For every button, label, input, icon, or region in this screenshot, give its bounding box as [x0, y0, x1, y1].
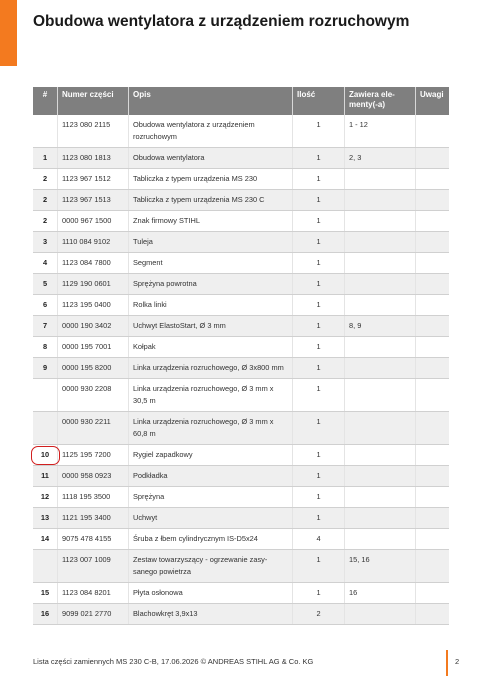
- row-number: 3: [33, 232, 58, 253]
- row-notes: [416, 550, 450, 583]
- row-number: [33, 379, 58, 412]
- row-description: Płyta osłonowa: [129, 583, 293, 604]
- row-contains: [345, 445, 416, 466]
- row-number: [33, 115, 58, 148]
- row-contains: [345, 190, 416, 211]
- row-contains: 16: [345, 583, 416, 604]
- table-row: [33, 550, 449, 583]
- row-notes: [416, 115, 450, 148]
- row-quantity: 1: [293, 487, 345, 508]
- row-number: 10: [33, 445, 58, 466]
- row-description: Uchwyt ElastoStart, Ø 3 mm: [129, 316, 293, 337]
- row-contains: 1 - 12: [345, 115, 416, 148]
- row-part-number: 0000 930 2211: [58, 412, 129, 445]
- row-contains: [345, 358, 416, 379]
- table-row: [33, 358, 449, 379]
- row-quantity: 2: [293, 604, 345, 625]
- row-description: Zestaw towarzyszący - ogrzewanie zasy-sanego powietrza: [129, 550, 293, 583]
- row-notes: [416, 274, 450, 295]
- row-contains: 2, 3: [345, 148, 416, 169]
- row-description: Rolka linki: [129, 295, 293, 316]
- row-quantity: 1: [293, 274, 345, 295]
- row-description: Podkładka: [129, 466, 293, 487]
- table-row: [33, 295, 449, 316]
- row-number: 8: [33, 337, 58, 358]
- row-quantity: 1: [293, 148, 345, 169]
- row-notes: [416, 337, 450, 358]
- row-part-number: 1123 007 1009: [58, 550, 129, 583]
- row-part-number: 0000 958 0923: [58, 466, 129, 487]
- table-row: [33, 379, 449, 412]
- table-row: [33, 583, 449, 604]
- row-quantity: 1: [293, 337, 345, 358]
- row-description: Tuleja: [129, 232, 293, 253]
- row-part-number: 1123 195 0400: [58, 295, 129, 316]
- row-notes: [416, 583, 450, 604]
- table-row: [33, 169, 449, 190]
- row-description: Tabliczka z typem urządzenia MS 230 C: [129, 190, 293, 211]
- row-description: Rygiel zapadkowy: [129, 445, 293, 466]
- row-number: 2: [33, 211, 58, 232]
- row-number: 6: [33, 295, 58, 316]
- table-row: [33, 211, 449, 232]
- row-number: 1: [33, 148, 58, 169]
- row-quantity: 1: [293, 316, 345, 337]
- row-number: 15: [33, 583, 58, 604]
- row-notes: [416, 379, 450, 412]
- row-description: Sprężyna: [129, 487, 293, 508]
- row-notes: [416, 232, 450, 253]
- row-part-number: 1123 084 8201: [58, 583, 129, 604]
- row-notes: [416, 190, 450, 211]
- row-part-number: 0000 967 1500: [58, 211, 129, 232]
- row-quantity: 1: [293, 508, 345, 529]
- row-notes: [416, 508, 450, 529]
- row-quantity: 1: [293, 550, 345, 583]
- page-title: Obudowa wentylatora z urządzeniem rozruchowym: [33, 13, 410, 30]
- row-contains: 15, 16: [345, 550, 416, 583]
- table-row: [33, 412, 449, 445]
- table-row: [33, 445, 449, 466]
- row-part-number: 9099 021 2770: [58, 604, 129, 625]
- row-number: [33, 412, 58, 445]
- row-notes: [416, 253, 450, 274]
- row-quantity: 1: [293, 295, 345, 316]
- row-description: Blachowkręt 3,9x13: [129, 604, 293, 625]
- table-row: [33, 115, 449, 148]
- table-row: [33, 337, 449, 358]
- row-description: Tabliczka z typem urządzenia MS 230: [129, 169, 293, 190]
- row-quantity: 4: [293, 529, 345, 550]
- row-contains: [345, 169, 416, 190]
- row-number: 7: [33, 316, 58, 337]
- footer-text: Lista części zamiennych MS 230 C-B, 17.06.2026 © ANDREAS STIHL AG & Co. KG: [33, 657, 314, 666]
- table-row: [33, 508, 449, 529]
- row-part-number: 1125 195 7200: [58, 445, 129, 466]
- table-row: [33, 316, 449, 337]
- table-row: [33, 253, 449, 274]
- row-description: Kołpak: [129, 337, 293, 358]
- highlight-circle: [31, 446, 60, 465]
- row-notes: [416, 169, 450, 190]
- row-part-number: 1121 195 3400: [58, 508, 129, 529]
- row-part-number: 0000 930 2208: [58, 379, 129, 412]
- row-number: 5: [33, 274, 58, 295]
- row-notes: [416, 466, 450, 487]
- row-notes: [416, 295, 450, 316]
- row-contains: [345, 379, 416, 412]
- table-row: [33, 529, 449, 550]
- row-quantity: 1: [293, 379, 345, 412]
- row-number: 12: [33, 487, 58, 508]
- row-part-number: 0000 195 7001: [58, 337, 129, 358]
- row-quantity: 1: [293, 115, 345, 148]
- row-contains: [345, 604, 416, 625]
- row-contains: [345, 253, 416, 274]
- row-quantity: 1: [293, 583, 345, 604]
- table-row: [33, 274, 449, 295]
- row-contains: 8, 9: [345, 316, 416, 337]
- parts-table: [33, 87, 449, 625]
- row-notes: [416, 487, 450, 508]
- table-row: [33, 466, 449, 487]
- row-quantity: 1: [293, 466, 345, 487]
- row-description: Obudowa wentylatora: [129, 148, 293, 169]
- row-part-number: 1118 195 3500: [58, 487, 129, 508]
- row-contains: [345, 211, 416, 232]
- row-contains: [345, 466, 416, 487]
- footer-divider: [446, 650, 448, 676]
- row-number: 2: [33, 190, 58, 211]
- row-part-number: 1123 080 2115: [58, 115, 129, 148]
- row-contains: [345, 508, 416, 529]
- header-quantity: Ilość: [293, 87, 345, 115]
- page-number: 2: [455, 657, 460, 666]
- row-part-number: 1123 084 7800: [58, 253, 129, 274]
- row-number: 9: [33, 358, 58, 379]
- row-description: Linka urządzenia rozruchowego, Ø 3 mm x 30,5 m: [129, 379, 293, 412]
- header-number: #: [33, 87, 58, 115]
- row-quantity: 1: [293, 232, 345, 253]
- row-part-number: 1110 084 9102: [58, 232, 129, 253]
- header-description: Opis: [129, 87, 293, 115]
- header-contains: Zawiera ele-menty(-a): [345, 87, 416, 115]
- row-description: Linka urządzenia rozruchowego, Ø 3x800 mm: [129, 358, 293, 379]
- row-notes: [416, 358, 450, 379]
- row-number: 11: [33, 466, 58, 487]
- row-number: 16: [33, 604, 58, 625]
- row-part-number: 0000 195 8200: [58, 358, 129, 379]
- row-part-number: 1123 967 1512: [58, 169, 129, 190]
- row-part-number: 1123 967 1513: [58, 190, 129, 211]
- row-notes: [416, 529, 450, 550]
- row-number: 2: [33, 169, 58, 190]
- row-description: Obudowa wentylatora z urządzeniem rozruchowym: [129, 115, 293, 148]
- row-quantity: 1: [293, 253, 345, 274]
- row-quantity: 1: [293, 190, 345, 211]
- row-part-number: 1129 190 0601: [58, 274, 129, 295]
- table-header-row: [33, 87, 449, 115]
- row-contains: [345, 274, 416, 295]
- accent-bar: [0, 0, 17, 66]
- row-part-number: 1123 080 1813: [58, 148, 129, 169]
- row-part-number: 9075 478 4155: [58, 529, 129, 550]
- row-notes: [416, 316, 450, 337]
- row-part-number: 0000 190 3402: [58, 316, 129, 337]
- row-contains: [345, 412, 416, 445]
- table-row: [33, 232, 449, 253]
- row-description: Uchwyt: [129, 508, 293, 529]
- row-quantity: 1: [293, 169, 345, 190]
- table-row: [33, 604, 449, 625]
- row-quantity: 1: [293, 412, 345, 445]
- row-contains: [345, 529, 416, 550]
- row-description: Śruba z łbem cylindrycznym IS-D5x24: [129, 529, 293, 550]
- row-description: Sprężyna powrotna: [129, 274, 293, 295]
- row-notes: [416, 412, 450, 445]
- row-notes: [416, 211, 450, 232]
- row-notes: [416, 604, 450, 625]
- row-contains: [345, 487, 416, 508]
- row-notes: [416, 445, 450, 466]
- row-number: [33, 550, 58, 583]
- row-notes: [416, 148, 450, 169]
- table-row: [33, 148, 449, 169]
- row-description: Znak firmowy STIHL: [129, 211, 293, 232]
- row-contains: [345, 337, 416, 358]
- table-row: [33, 190, 449, 211]
- row-contains: [345, 295, 416, 316]
- row-quantity: 1: [293, 211, 345, 232]
- row-contains: [345, 232, 416, 253]
- row-number: 4: [33, 253, 58, 274]
- row-quantity: 1: [293, 358, 345, 379]
- row-number: 14: [33, 529, 58, 550]
- row-number: 13: [33, 508, 58, 529]
- header-part-number: Numer części: [58, 87, 129, 115]
- table-row: [33, 487, 449, 508]
- header-notes: Uwagi: [416, 87, 450, 115]
- row-description: Linka urządzenia rozruchowego, Ø 3 mm x 60,8 m: [129, 412, 293, 445]
- row-quantity: 1: [293, 445, 345, 466]
- row-description: Segment: [129, 253, 293, 274]
